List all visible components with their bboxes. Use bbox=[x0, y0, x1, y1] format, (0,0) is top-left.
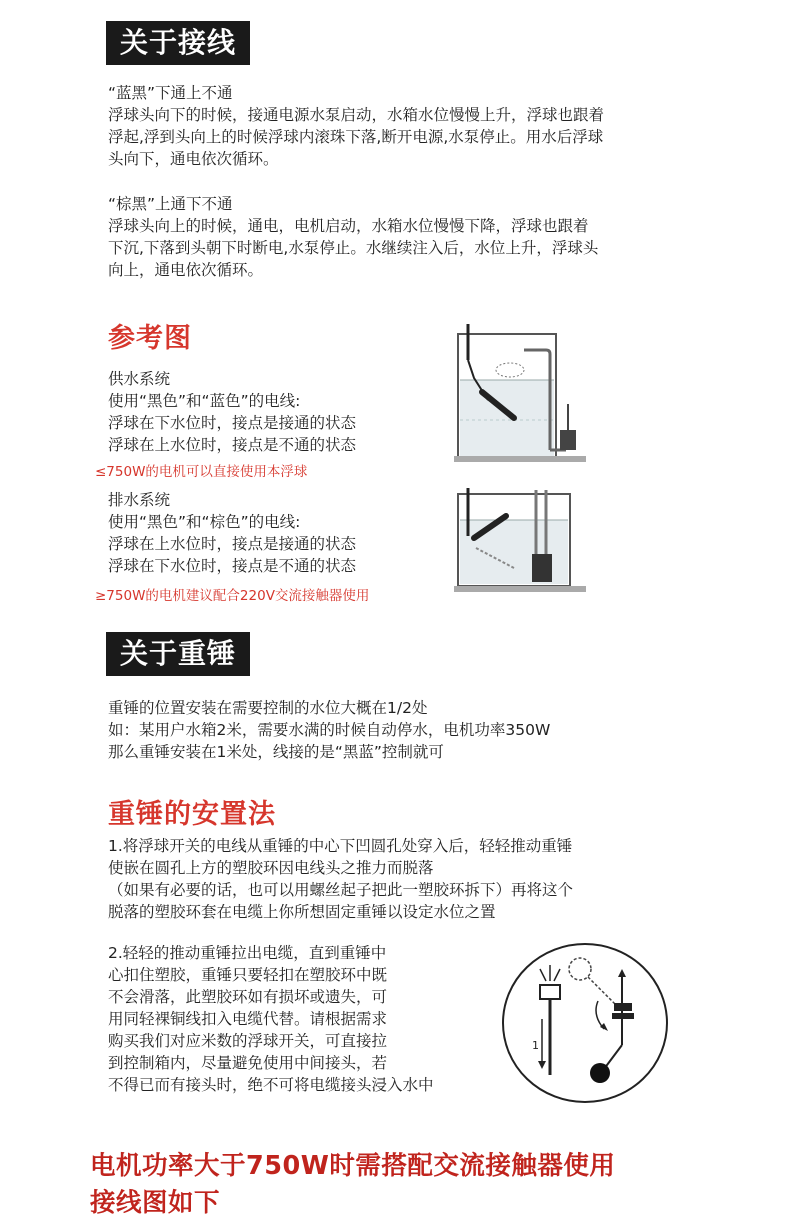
brown-black-line: 浮球头向上的时候，通电，电机启动，水箱水位慢慢下降，浮球也跟着 bbox=[108, 217, 589, 235]
section-heading-wiring: 关于接线 bbox=[106, 21, 250, 65]
step2-line: 不会滑落，此塑胶环如有损坏或遗失，可 bbox=[108, 988, 388, 1006]
section-heading-weight: 关于重锤 bbox=[106, 632, 250, 676]
supply-line: 使用“黑色”和“蓝色”的电线: bbox=[108, 392, 301, 410]
footer-line: 电机功率大于750W时需搭配交流接触器使用 bbox=[90, 1151, 616, 1181]
blue-black-line: 浮起,浮到头向上的时候浮球内滚珠下落,断开电源,水泵停止。用水后浮球 bbox=[108, 128, 604, 146]
drain-line: 浮球在上水位时，接点是接通的状态 bbox=[108, 535, 357, 553]
step1-line: 脱落的塑胶环套在电缆上你所想固定重锤以设定水位之置 bbox=[108, 903, 496, 921]
step2-line: 不得已而有接头时，绝不可将电缆接头浸入水中 bbox=[108, 1076, 434, 1094]
drain-line: 排水系统 bbox=[108, 491, 171, 509]
step2-line: 2.轻轻的推动重锤拉出电缆，直到重锤中 bbox=[108, 944, 387, 962]
brown-black-title: “棕黑”上通下不通 bbox=[108, 195, 233, 213]
weight-text-block bbox=[108, 697, 550, 763]
supply-line: 供水系统 bbox=[108, 370, 171, 388]
step2-line: 心扣住塑胶，重锤只要轻扣在塑胶环中既 bbox=[108, 966, 388, 984]
wiring-blue-black-block bbox=[108, 82, 604, 170]
step1-line: 使嵌在圆孔上方的塑胶环因电线头之推力而脱落 bbox=[108, 859, 434, 877]
weight-line: 如：某用户水箱2米，需要水满的时候自动停水，电机功率350W bbox=[108, 721, 551, 739]
section-heading-placement: 重锤的安置法 bbox=[108, 799, 276, 830]
step1-line: 1.将浮球开关的电线从重锤的中心下凹圆孔处穿入后，轻轻推动重锤 bbox=[108, 837, 573, 855]
wiring-brown-black-block bbox=[108, 193, 598, 281]
blue-black-title: “蓝黑”下通上不通 bbox=[108, 84, 233, 102]
brown-black-line: 下沉,下落到头朝下时断电,水泵停止。水继续注入后，水位上升，浮球头 bbox=[108, 239, 599, 257]
placement-step1-block bbox=[108, 835, 573, 923]
weight-placement-diagram bbox=[500, 941, 670, 1105]
footer-line: 接线图如下 bbox=[90, 1188, 221, 1218]
supply-note: ≤750W的电机可以直接使用本浮球 bbox=[95, 464, 308, 480]
supply-tank-illustration bbox=[454, 320, 586, 468]
weight-line: 重锤的位置安装在需要控制的水位大概在1/2处 bbox=[108, 699, 428, 717]
blue-black-line: 浮球头向下的时候，接通电源水泵启动，水箱水位慢慢上升，浮球也跟着 bbox=[108, 106, 605, 124]
step2-line: 到控制箱内，尽量避免使用中间接头，若 bbox=[108, 1054, 388, 1072]
footer-note bbox=[90, 1148, 615, 1222]
supply-line: 浮球在下水位时，接点是接通的状态 bbox=[108, 414, 357, 432]
drain-system-block bbox=[108, 489, 356, 577]
drain-line: 使用“黑色”和“棕色”的电线: bbox=[108, 513, 301, 531]
weight-line: 那么重锤安装在1米处，线接的是“黑蓝”控制就可 bbox=[108, 743, 444, 761]
placement-step2-block bbox=[108, 942, 434, 1096]
supply-system-block bbox=[108, 368, 356, 456]
drain-line: 浮球在下水位时，接点是不通的状态 bbox=[108, 557, 357, 575]
step1-line: （如果有必要的话，也可以用螺丝起子把此一塑胶环拆下）再将这个 bbox=[108, 881, 574, 899]
drain-tank-illustration bbox=[454, 486, 586, 594]
supply-line: 浮球在上水位时，接点是不通的状态 bbox=[108, 436, 357, 454]
blue-black-line: 头向下，通电依次循环。 bbox=[108, 150, 279, 168]
section-heading-reference: 参考图 bbox=[108, 323, 192, 354]
diagram-label-text: 1 bbox=[532, 1039, 539, 1052]
drain-note: ≥750W的电机建议配合220V交流接触器使用 bbox=[95, 588, 370, 604]
step2-line: 购买我们对应米数的浮球开关，可直接拉 bbox=[108, 1032, 388, 1050]
step2-line: 用同轻裸铜线扣入电缆代替。请根据需求 bbox=[108, 1010, 388, 1028]
brown-black-line: 向上，通电依次循环。 bbox=[108, 261, 264, 279]
